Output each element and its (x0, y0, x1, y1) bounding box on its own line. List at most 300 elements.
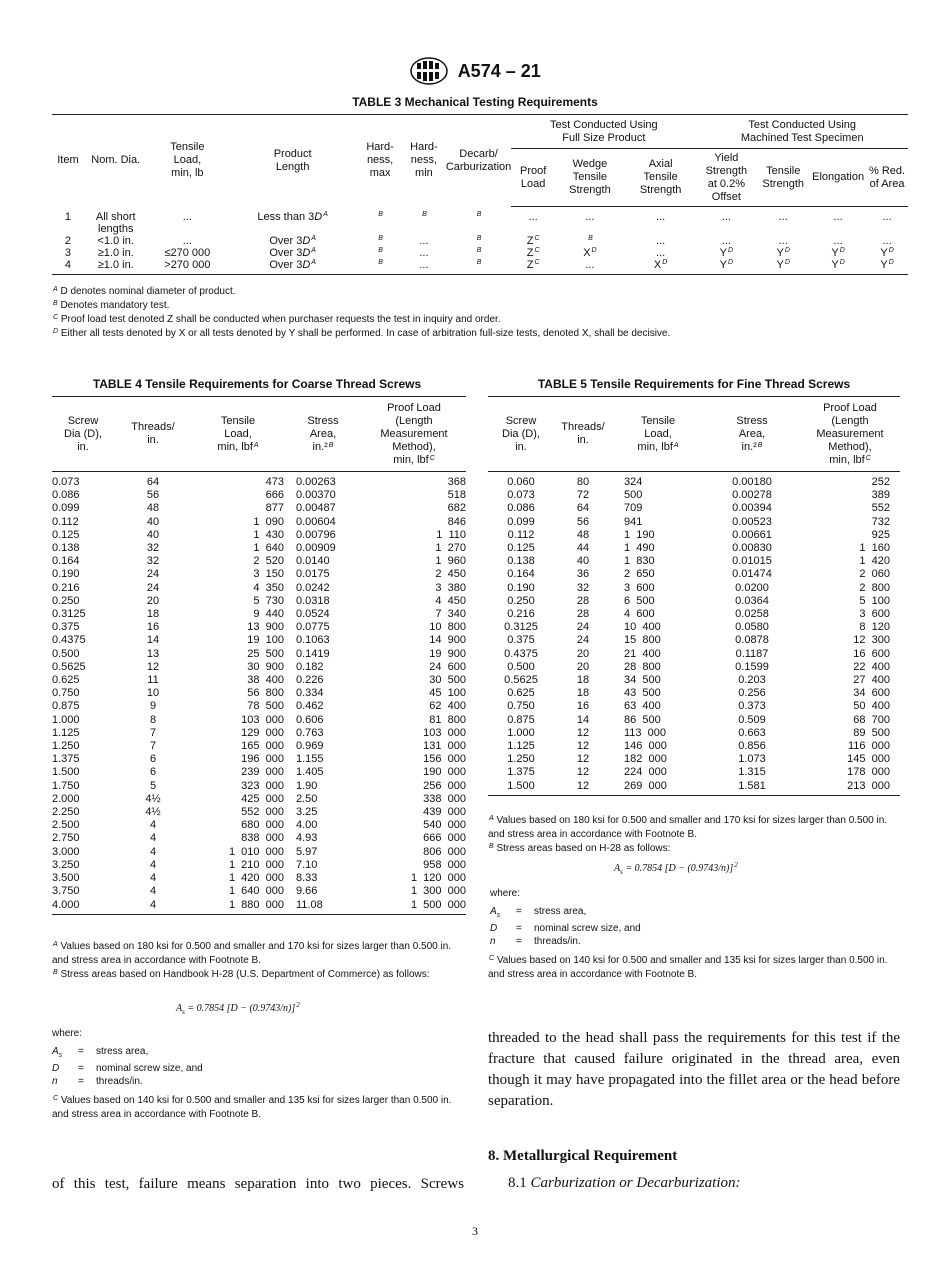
table-row (52, 207, 908, 224)
table-row (488, 700, 900, 713)
cell-proof: 368 (447, 476, 466, 488)
stress-area-equation: $A_s = 0.7854$ $[D - (0.9743/n)]^2$ (176, 1001, 300, 1016)
cell-dia: 0.164 (507, 568, 535, 581)
cell-dia: 1.750 (52, 779, 80, 792)
table4-footnotes (52, 940, 464, 982)
cell-threads: 24 (146, 568, 160, 581)
cell-stress: 9.66 (296, 885, 318, 898)
cell-proof: 958 000 (423, 858, 466, 871)
cell-stress: 0.334 (296, 687, 324, 700)
cell-tensile: 43 500 (624, 687, 661, 700)
cell-dia: 3.500 (52, 872, 80, 885)
header-proof-load: Proof Load (511, 149, 555, 207)
cell-tensile: 1 190 (624, 528, 655, 541)
table4 (52, 396, 466, 915)
table-row (52, 648, 466, 661)
where-description: threads/in. (534, 936, 581, 947)
cell-threads: 7 (149, 726, 157, 739)
header-screw-dia: Screw Dia (D), in. (488, 397, 554, 472)
cell-proof: 19 900 (429, 647, 466, 660)
cell-axial: ... (656, 211, 666, 223)
header-group-full-size: Test Conducted Using Full Size Product (511, 115, 696, 149)
cell-tensile: 30 900 (247, 660, 284, 673)
cell-nom-dia: ≥1.0 in. (84, 259, 148, 275)
cell-dia: 2.500 (52, 819, 80, 832)
table-row (488, 648, 900, 661)
cell-threads: 24 (146, 581, 160, 594)
cell-el: ... (833, 235, 843, 247)
cell-proof: 1 960 (435, 555, 466, 568)
where-symbol: $A_s$ (52, 1046, 63, 1059)
section-heading: 8. Metallurgical Requirement (488, 1148, 678, 1164)
where-equals: = (516, 923, 522, 934)
table-row (488, 766, 900, 779)
cell-hmin (402, 223, 446, 235)
cell-stress: 3.25 (296, 806, 318, 819)
cell-stress: 0.256 (738, 687, 766, 700)
cell-tensile-load (148, 223, 228, 235)
cell-dia: 0.099 (52, 502, 80, 515)
table-row (52, 555, 466, 568)
cell-proof: 103 000 (423, 726, 466, 739)
cell-stress: 4.00 (296, 819, 318, 832)
cell-dia: 0.625 (507, 687, 535, 700)
table-row (52, 740, 466, 753)
cell-proof: 666 000 (423, 832, 466, 845)
diameter-symbol: D (314, 210, 323, 223)
cell-tensile: 877 (265, 502, 284, 515)
cell-tensile: 113 000 (624, 726, 667, 739)
cell-ts: $Y^D$ (776, 247, 790, 259)
table-row (52, 661, 466, 674)
cell-tensile: 21 400 (624, 647, 661, 660)
cell-dia: 0.073 (507, 489, 535, 502)
cell-tensile: 239 000 (241, 766, 284, 779)
cell-stress: 0.00830 (732, 542, 772, 555)
cell-threads: 12 (576, 766, 590, 779)
cell-dia: 0.250 (507, 594, 535, 607)
table-row (52, 621, 466, 634)
superscript: B (476, 247, 482, 254)
where-block (52, 1028, 352, 1088)
cell-proof: 22 400 (853, 660, 890, 673)
cell-threads: 18 (576, 687, 590, 700)
cell-stress: 0.606 (296, 713, 324, 726)
table-row (488, 714, 900, 727)
cell-nom-dia: lengths (98, 223, 134, 235)
cell-proof: 2 450 (435, 568, 466, 581)
cell-tensile: 3 600 (624, 581, 655, 594)
cell-stress: 0.00487 (296, 502, 336, 515)
cell-ts (756, 223, 810, 235)
cell-hmin: ... (402, 259, 446, 275)
cell-threads: 4 (149, 845, 157, 858)
cell-proof: 2 060 (859, 568, 890, 581)
cell-stress: 0.00394 (732, 502, 772, 515)
cell-ts: ... (778, 211, 788, 223)
table-row (488, 489, 900, 502)
cell-dia: 0.500 (52, 647, 80, 660)
cell-dia: 0.4375 (52, 634, 86, 647)
table-row (52, 568, 466, 581)
cell-threads: 56 (576, 515, 590, 528)
cell-stress: 0.0364 (735, 594, 769, 607)
superscript: A (311, 235, 316, 242)
table-row (52, 223, 908, 235)
stress-area-equation: $A_s = 0.7854$ $[D - (0.9743/n)]^2$ (614, 861, 738, 876)
cell-proof: 12 300 (853, 634, 890, 647)
cell-threads: 4 (149, 832, 157, 845)
header-reduction-area: % Red. of Area (866, 149, 908, 207)
page-number: 3 (472, 1224, 478, 1238)
header-wedge-tensile: Wedge Tensile Strength (555, 149, 625, 207)
cell-threads: 18 (576, 674, 590, 687)
table-row (52, 247, 908, 259)
cell-threads: 4½ (145, 792, 161, 805)
cell-proof: 45 100 (429, 687, 466, 700)
header-tensile-load: Tensile Load, min, lbf$^A$ (192, 397, 284, 472)
cell-ts: $Y^D$ (756, 259, 810, 275)
cell-dia: 1.125 (507, 740, 535, 753)
cell-stress: 0.182 (296, 660, 324, 673)
cell-threads: 32 (146, 542, 160, 555)
cell-dia: 0.086 (507, 502, 535, 515)
cell-tensile: 323 000 (241, 779, 284, 792)
where-equals: = (78, 1076, 84, 1087)
cell-stress: 0.0318 (296, 594, 330, 607)
superscript: A (253, 441, 259, 449)
cell-yield (696, 223, 756, 235)
cell-proof: 806 000 (423, 845, 466, 858)
table-row (52, 846, 466, 859)
cell-dia: 3.000 (52, 845, 80, 858)
cell-tensile: 2 520 (253, 555, 284, 568)
superscript: D (784, 259, 790, 266)
cell-stress: 0.0200 (735, 581, 769, 594)
cell-proof: 24 600 (429, 660, 466, 673)
cell-stress: 0.763 (296, 726, 324, 739)
cell-threads: 20 (146, 594, 160, 607)
cell-tensile: 78 500 (247, 700, 284, 713)
cell-threads: 5 (149, 779, 157, 792)
table-row (488, 608, 900, 621)
cell-yield: ... (721, 235, 731, 247)
cell-decarb (446, 247, 511, 259)
cell-threads: 24 (576, 634, 590, 647)
cell-dia: 0.099 (507, 515, 535, 528)
cell-tensile-load: ≤270 000 (164, 247, 211, 259)
cell-proof: 10 800 (429, 621, 466, 634)
table-row (52, 753, 466, 766)
cell-threads: 6 (149, 753, 157, 766)
header-axial-tensile: Axial Tensile Strength (625, 149, 697, 207)
cell-stress: 0.663 (738, 726, 766, 739)
where-description: nominal screw size, and (96, 1063, 203, 1074)
table-row (52, 832, 466, 845)
cell-dia: 1.000 (507, 726, 535, 739)
superscript: B (476, 259, 482, 266)
where-equals: = (516, 936, 522, 947)
cell-dia: 0.073 (52, 476, 80, 488)
cell-proof: 34 600 (853, 687, 890, 700)
cell-yield: $Y^D$ (719, 247, 734, 259)
where-item (52, 1062, 352, 1075)
where-item (490, 935, 790, 948)
cell-threads: 7 (149, 740, 157, 753)
table-row (52, 766, 466, 779)
table-row (488, 687, 900, 700)
cell-threads: 11 (147, 674, 159, 687)
header-nom-dia: Nom. Dia. (84, 115, 148, 207)
cell-tensile: 680 000 (241, 819, 284, 832)
superscript: C (53, 314, 59, 321)
cell-tensile: 1 640 (253, 542, 284, 555)
cell-proof: 7 340 (435, 608, 466, 621)
subsection-number: 8.1 (508, 1175, 527, 1191)
cell-threads: 4 (149, 872, 157, 885)
cell-threads: 40 (146, 515, 160, 528)
cell-proof: 8 120 (859, 621, 890, 634)
table-row (52, 806, 466, 819)
superscript: B (378, 210, 383, 218)
cell-threads: 32 (146, 555, 160, 568)
cell-dia: 0.112 (52, 515, 79, 528)
header-product-length: Product Length (227, 115, 358, 207)
cell-hmin: ... (419, 247, 429, 259)
cell-el (810, 223, 866, 235)
cell-proof: 1 270 (435, 542, 466, 555)
cell-tensile: 6 500 (624, 594, 655, 607)
cell-tensile: 13 900 (247, 621, 284, 634)
cell-stress: 2.50 (296, 792, 318, 805)
cell-hmax (358, 247, 402, 259)
superscript: B (476, 210, 482, 218)
cell-proof: 256 000 (423, 779, 466, 792)
cell-tensile: 473 (265, 476, 284, 488)
cell-threads: 20 (576, 647, 590, 660)
cell-stress: 0.0580 (735, 621, 769, 634)
subscript: s (182, 1008, 185, 1016)
cell-stress: 0.0140 (296, 555, 330, 568)
cell-tensile: 4 600 (624, 608, 655, 621)
table-row (52, 859, 466, 872)
table-row (488, 472, 900, 490)
where-description: threads/in. (96, 1076, 143, 1087)
cell-dia: 0.750 (507, 700, 535, 713)
astm-logo-icon (409, 56, 449, 86)
cell-threads: 4 (149, 858, 157, 871)
cell-proof: 89 500 (853, 726, 890, 739)
superscript: D (662, 259, 668, 266)
cell-threads: 48 (576, 528, 590, 541)
table5-footnote-c: $^C$ Values based on 140 ksi for 0.500 and smaller and 135 ksi for sizes larger than 0.500 in. and stress area in accordance with Footnote B. (488, 955, 888, 980)
cell-dia: 0.3125 (52, 608, 86, 621)
cell-threads: 80 (576, 476, 590, 488)
header-tensile-load: Tensile Load, min, lb (148, 115, 228, 207)
cell-dia: 0.375 (507, 634, 535, 647)
table-row (488, 621, 900, 634)
table-row (488, 727, 900, 740)
cell-hmax (358, 235, 402, 247)
cell-threads: 12 (554, 780, 612, 796)
cell-tensile: 3 150 (253, 568, 284, 581)
cell-nom-dia: <1.0 in. (97, 235, 134, 247)
cell-tensile: 15 800 (624, 634, 661, 647)
cell-dia: 0.125 (507, 542, 535, 555)
cell-dia: 0.060 (507, 476, 535, 488)
cell-hmax (358, 207, 402, 224)
header-item: Item (52, 115, 84, 207)
header-proof-load: Proof Load (Length Measurement Method), min, lbf$^C$ (800, 397, 900, 472)
cell-decarb (446, 235, 511, 247)
cell-threads: 13 (146, 647, 160, 660)
subsection-8-1 (508, 1173, 900, 1194)
cell-proof: 4 450 (435, 594, 466, 607)
cell-stress: 11.08 (284, 899, 362, 915)
cell-tensile: 1 830 (624, 555, 655, 568)
cell-proof (511, 223, 555, 235)
cell-proof: 389 (871, 489, 890, 502)
where-label: where: (52, 1028, 83, 1039)
cell-tensile: 129 000 (241, 726, 284, 739)
cell-tensile: 941 (624, 515, 643, 528)
cell-stress: 0.1599 (735, 660, 769, 673)
cell-dia: 0.112 (507, 528, 535, 541)
cell-threads: 72 (576, 489, 590, 502)
cell-tensile: 165 000 (241, 740, 284, 753)
header-screw-dia: Screw Dia (D), in. (52, 397, 114, 472)
table5 (488, 396, 900, 796)
cell-stress: 1.581 (704, 780, 800, 796)
cell-stress: 0.373 (738, 700, 766, 713)
cell-dia: 3.750 (52, 885, 80, 898)
cell-threads: 28 (576, 608, 590, 621)
cell-stress: 0.00909 (296, 542, 336, 555)
cell-decarb (446, 259, 511, 275)
cell-proof: 131 000 (423, 740, 466, 753)
cell-threads: 56 (146, 489, 160, 502)
cell-proof: 338 000 (423, 792, 466, 805)
cell-threads: 6 (149, 766, 157, 779)
cell-wedge (555, 235, 625, 247)
cell-dia: 0.138 (507, 555, 535, 568)
cell-dia: 0.500 (507, 660, 535, 673)
cell-dia: 2.250 (52, 806, 80, 819)
cell-wedge: $X^D$ (583, 247, 597, 259)
superscript: B (422, 210, 427, 218)
table-row (52, 595, 466, 608)
cell-dia: 0.164 (52, 555, 80, 568)
cell-threads: 18 (146, 608, 160, 621)
cell-stress: 0.00278 (732, 489, 772, 502)
cell-threads: 12 (576, 753, 590, 766)
cell-stress: 0.1063 (296, 634, 330, 647)
cell-stress: 4.93 (296, 832, 318, 845)
cell-proof: 27 400 (853, 674, 890, 687)
cell-threads: 44 (576, 542, 590, 555)
cell-dia: 1.125 (52, 726, 80, 739)
where-symbol: D (52, 1063, 60, 1074)
cell-axial (625, 223, 697, 235)
table-row (52, 502, 466, 515)
table-row (52, 780, 466, 793)
cell-tensile: 838 000 (241, 832, 284, 845)
subscript: s (496, 912, 501, 919)
cell-tensile: 1 010 000 (228, 845, 284, 858)
cell-stress: 8.33 (296, 872, 318, 885)
table-row (488, 502, 900, 515)
cell-dia: 4.000 (52, 899, 114, 915)
table4-footnote-c: $^C$ Values based on 140 ksi for 0.500 and smaller and 135 ksi for sizes larger than 0.500 in. and stress area in accordance with Footnote B. (52, 1095, 452, 1120)
cell-tensile-load: ... (182, 210, 192, 223)
where-description: stress area, (534, 906, 587, 917)
cell-proof: 1 120 000 (410, 872, 466, 885)
header-threads: Threads/ in. (114, 397, 192, 472)
table3-caption: TABLE 3 Mechanical Testing Requirements (352, 95, 598, 109)
subscript: s (620, 868, 623, 876)
cell-tensile: 9 440 (253, 608, 284, 621)
cell-dia: 3.250 (52, 858, 80, 871)
where-description: nominal screw size, and (534, 923, 641, 934)
cell-ts: ... (778, 235, 788, 247)
cell-tensile: 63 400 (624, 700, 661, 713)
table-row (52, 608, 466, 621)
cell-tensile-load: ... (182, 235, 192, 247)
header-hardness-min: Hard- ness, min (402, 115, 446, 207)
cell-proof: 190 000 (423, 766, 466, 779)
standard-designation: A574 – 21 (457, 60, 541, 81)
footnote-a: $^A$ D denotes nominal diameter of product. (53, 286, 236, 297)
cell-product-length (227, 223, 358, 235)
cell-stress: 0.01474 (732, 568, 772, 581)
table-row (52, 472, 466, 490)
cell-proof: 552 (871, 502, 890, 515)
cell-tensile: 1 420 000 (228, 872, 284, 885)
superscript: B (328, 441, 334, 449)
table-row (52, 582, 466, 595)
table-row (488, 516, 900, 529)
cell-ra: $Y^D$ (880, 247, 894, 259)
cell-stress: 0.0878 (735, 634, 769, 647)
cell-tensile: 425 000 (241, 792, 284, 805)
table-row (52, 819, 466, 832)
cell-proof: 16 600 (853, 647, 890, 660)
cell-proof: 1 500 000 (362, 899, 466, 915)
cell-dia: 1.375 (52, 753, 80, 766)
cell-threads: 4½ (145, 806, 161, 819)
where-description: stress area, (96, 1046, 149, 1057)
cell-threads: 28 (576, 594, 590, 607)
cell-proof: 1 300 000 (410, 885, 466, 898)
cell-dia: 0.4375 (504, 647, 538, 660)
cell-threads: 12 (146, 660, 160, 673)
header-stress-area: Stress Area, in.²$^B$ (704, 397, 800, 472)
cell-tensile: 28 800 (624, 660, 661, 673)
cell-threads: 64 (576, 502, 590, 515)
cell-tensile: 25 500 (247, 647, 284, 660)
cell-yield: ... (721, 211, 731, 223)
where-equals: = (78, 1046, 84, 1057)
cell-stress: 0.00604 (296, 515, 336, 528)
cell-tensile: 38 400 (247, 674, 284, 687)
table-row (52, 714, 466, 727)
table-row (488, 753, 900, 766)
table-row (52, 259, 908, 275)
cell-dia: 0.190 (507, 581, 535, 594)
superscript: D (888, 259, 894, 266)
cell-tensile: 552 000 (241, 806, 284, 819)
cell-dia: 0.375 (52, 621, 80, 634)
